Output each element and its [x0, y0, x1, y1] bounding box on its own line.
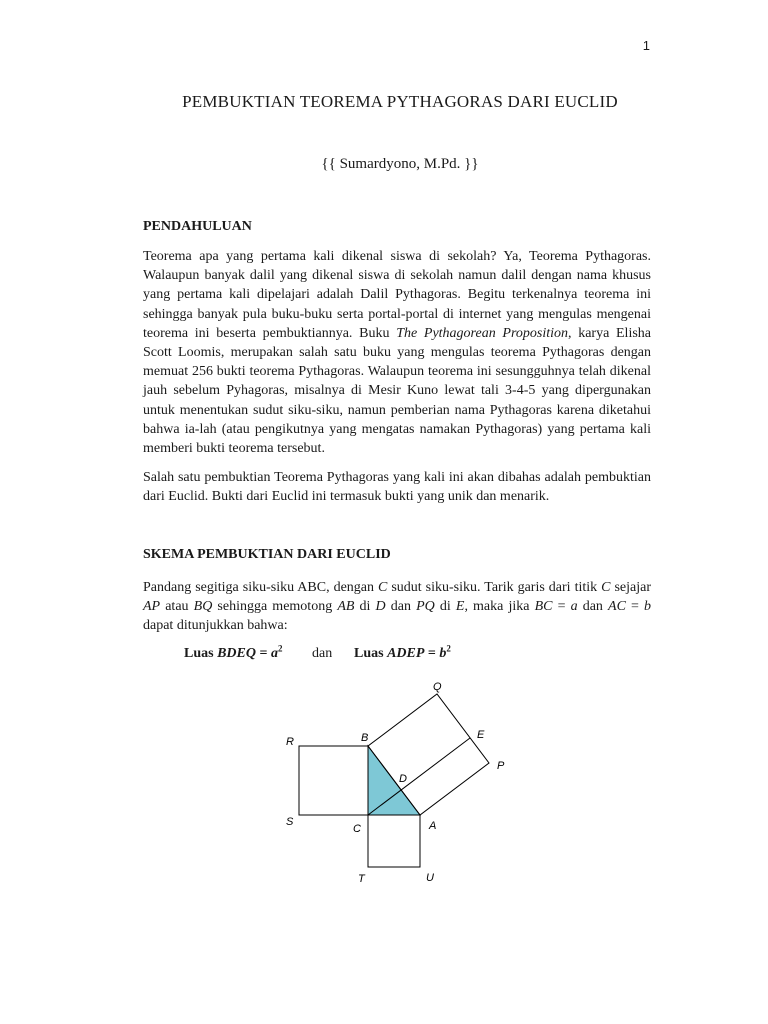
label-c: C	[353, 823, 361, 835]
document-title: PEMBUKTIAN TEOREMA PYTHAGORAS DARI EUCLID	[182, 92, 618, 111]
label-p: P	[497, 760, 505, 772]
formula-bdeq: Luas BDEQ = $a^2$	[184, 643, 283, 661]
paragraph-euclid-intro: Salah satu pembuktian Teorema Pythagoras yang kali ini akan dibahas adalah pembuktian dari Euclid. Bukti dari Euclid ini termasuk bukti yang unik dan menarik.	[143, 470, 651, 505]
label-a: A	[429, 820, 437, 832]
square-bc	[299, 746, 368, 815]
label-b: B	[361, 732, 369, 744]
square-ac	[368, 815, 420, 867]
label-q: Q	[433, 681, 442, 693]
heading-pendahuluan: PENDAHULUAN	[143, 219, 252, 234]
label-d: D	[399, 773, 407, 785]
label-u: U	[426, 872, 434, 884]
page-number: 1	[642, 38, 650, 53]
formula-adep: Luas ADEP = $b^2$	[354, 643, 451, 661]
paragraph-skema: Pandang segitiga siku-siku ABC, dengan C sudut siku-siku. Tarik garis dari titik C sejajar AP atau BQ sehingga memotong AB di D dan PQ di E, maka jika BC = a dan AC = b dapat ditunjukkan bahwa:	[143, 580, 652, 634]
label-s: S	[286, 816, 294, 828]
paragraph-intro: Teorema apa yang pertama kali dikenal siswa di sekolah? Ya, Teorema Pythagoras. Walaupun banyak dalil yang dikenal siswa di sekolah namun dalil dengan nama khusus yang pertama kali dipelajari adalah Dalil Pythagoras. Begitu terkenalnya teorema ini sehingga banyak pula buku-buku serta portal-portal di internet yang mengulas mengenai teorema ini beserta pembuktiannya. Buku The Pythagorean Proposition, karya Elisha Scott Loomis, merupakan salah satu buku yang mengulas teorema Pythagoras dengan memuat 256 bukti teorema Pythagoras. Walaupun teorema ini sesungguhnya telah dikenal jauh sebelum Pyhagoras, misalnya di Mesir Kuno lewat tali 3-4-5 yang dipergunakan untuk menentukan sudut siku-siku, namun pemberian nama Pythagoras karena diketahui bahwa ia-lah (atau pengikutnya yang mengatas namakan Pythagoras) yang pertama kali memberi bukti teorema tersebut.	[143, 249, 651, 457]
heading-skema: SKEMA PEMBUKTIAN DARI EUCLID	[143, 547, 391, 562]
book-title: The Pythagorean Proposition	[396, 325, 568, 341]
formula-connector: dan	[312, 646, 333, 661]
author-line: {{ Sumardyono, M.Pd. }}	[321, 156, 479, 172]
label-t: T	[358, 873, 365, 885]
label-r: R	[286, 736, 294, 748]
label-e: E	[477, 729, 485, 741]
